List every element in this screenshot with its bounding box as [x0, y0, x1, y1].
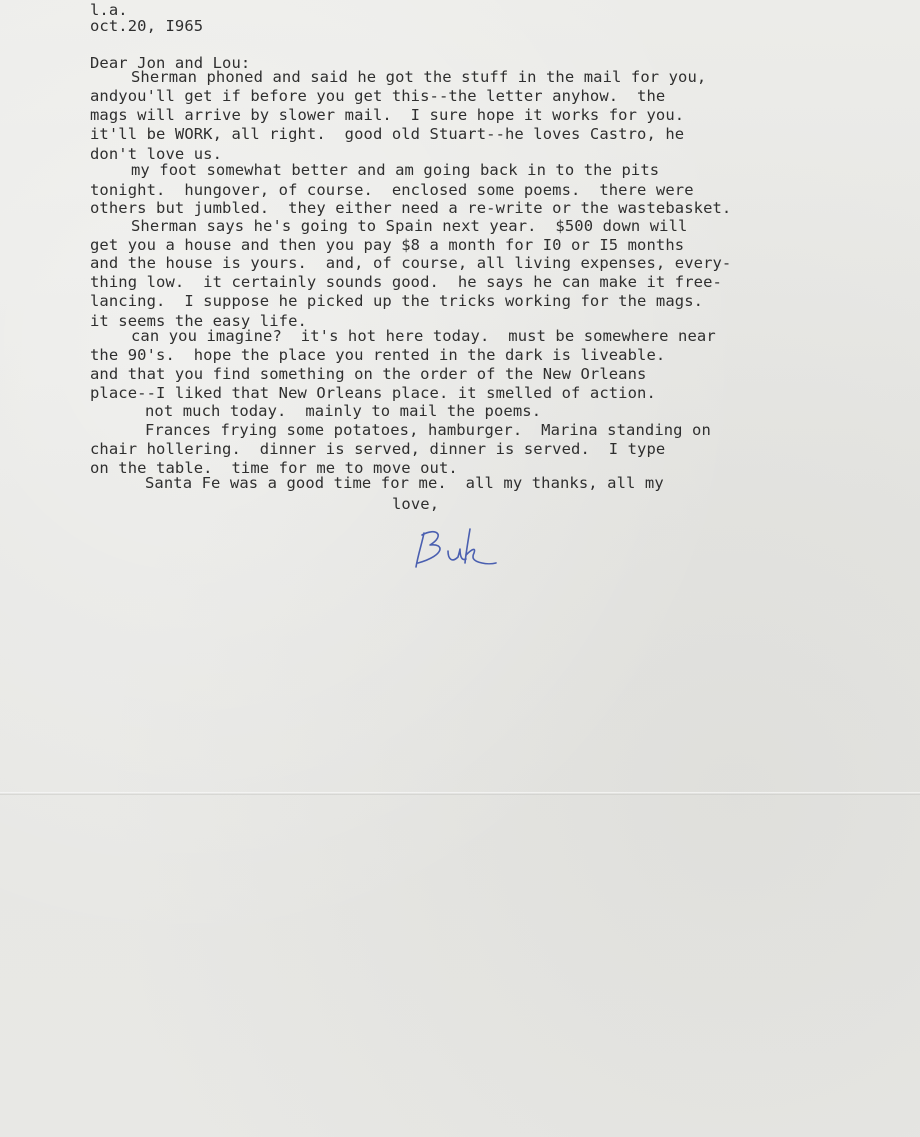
body-line: it seems the easy life. — [90, 312, 307, 330]
body-line: and that you find something on the order of the New Orleans — [90, 365, 647, 383]
body-line: tonight. hungover, of course. enclosed some poems. there were — [90, 181, 694, 199]
letter-date: oct.20, I965 — [90, 17, 204, 35]
letter-place: l.a. — [90, 1, 128, 19]
body-line: get you a house and then you pay $8 a month for I0 or I5 months — [90, 236, 685, 254]
body-line: thing low. it certainly sounds good. he says he can make it free- — [90, 273, 722, 291]
body-line: and the house is yours. and, of course, all living expenses, every- — [90, 254, 732, 272]
body-line: place--I liked that New Orleans place. it smelled of action. — [90, 384, 656, 402]
body-line: andyou'll get if before you get this--the letter anyhow. the — [90, 87, 666, 105]
body-line: not much today. mainly to mail the poems. — [145, 402, 542, 420]
body-line: others but jumbled. they either need a re-write or the wastebasket. — [90, 199, 732, 217]
body-line: don't love us. — [90, 145, 223, 163]
body-line: lancing. I suppose he picked up the tricks working for the mags. — [90, 292, 704, 310]
body-line: Sherman phoned and said he got the stuff in the mail for you, — [131, 68, 707, 86]
body-line: Santa Fe was a good time for me. all my thanks, all my — [145, 474, 664, 492]
body-line: chair hollering. dinner is served, dinner is served. I type — [90, 440, 666, 458]
body-line: can you imagine? it's hot here today. must be somewhere near — [131, 327, 716, 345]
handwritten-signature — [412, 525, 498, 573]
body-line: it'll be WORK, all right. good old Stuart--he loves Castro, he — [90, 125, 685, 143]
body-line: Sherman says he's going to Spain next year. $500 down will — [131, 217, 688, 235]
body-line: mags will arrive by slower mail. I sure hope it works for you. — [90, 106, 685, 124]
body-line: Frances frying some potatoes, hamburger. Marina standing on — [145, 421, 711, 439]
letter-salutation: Dear Jon and Lou: — [90, 54, 251, 72]
paper-fold-crease — [0, 792, 920, 795]
body-line: the 90's. hope the place you rented in the dark is liveable. — [90, 346, 666, 364]
body-line: my foot somewhat better and am going back in to the pits — [131, 161, 660, 179]
letter-closing: love, — [392, 495, 440, 513]
body-line: on the table. time for me to move out. — [90, 459, 458, 477]
